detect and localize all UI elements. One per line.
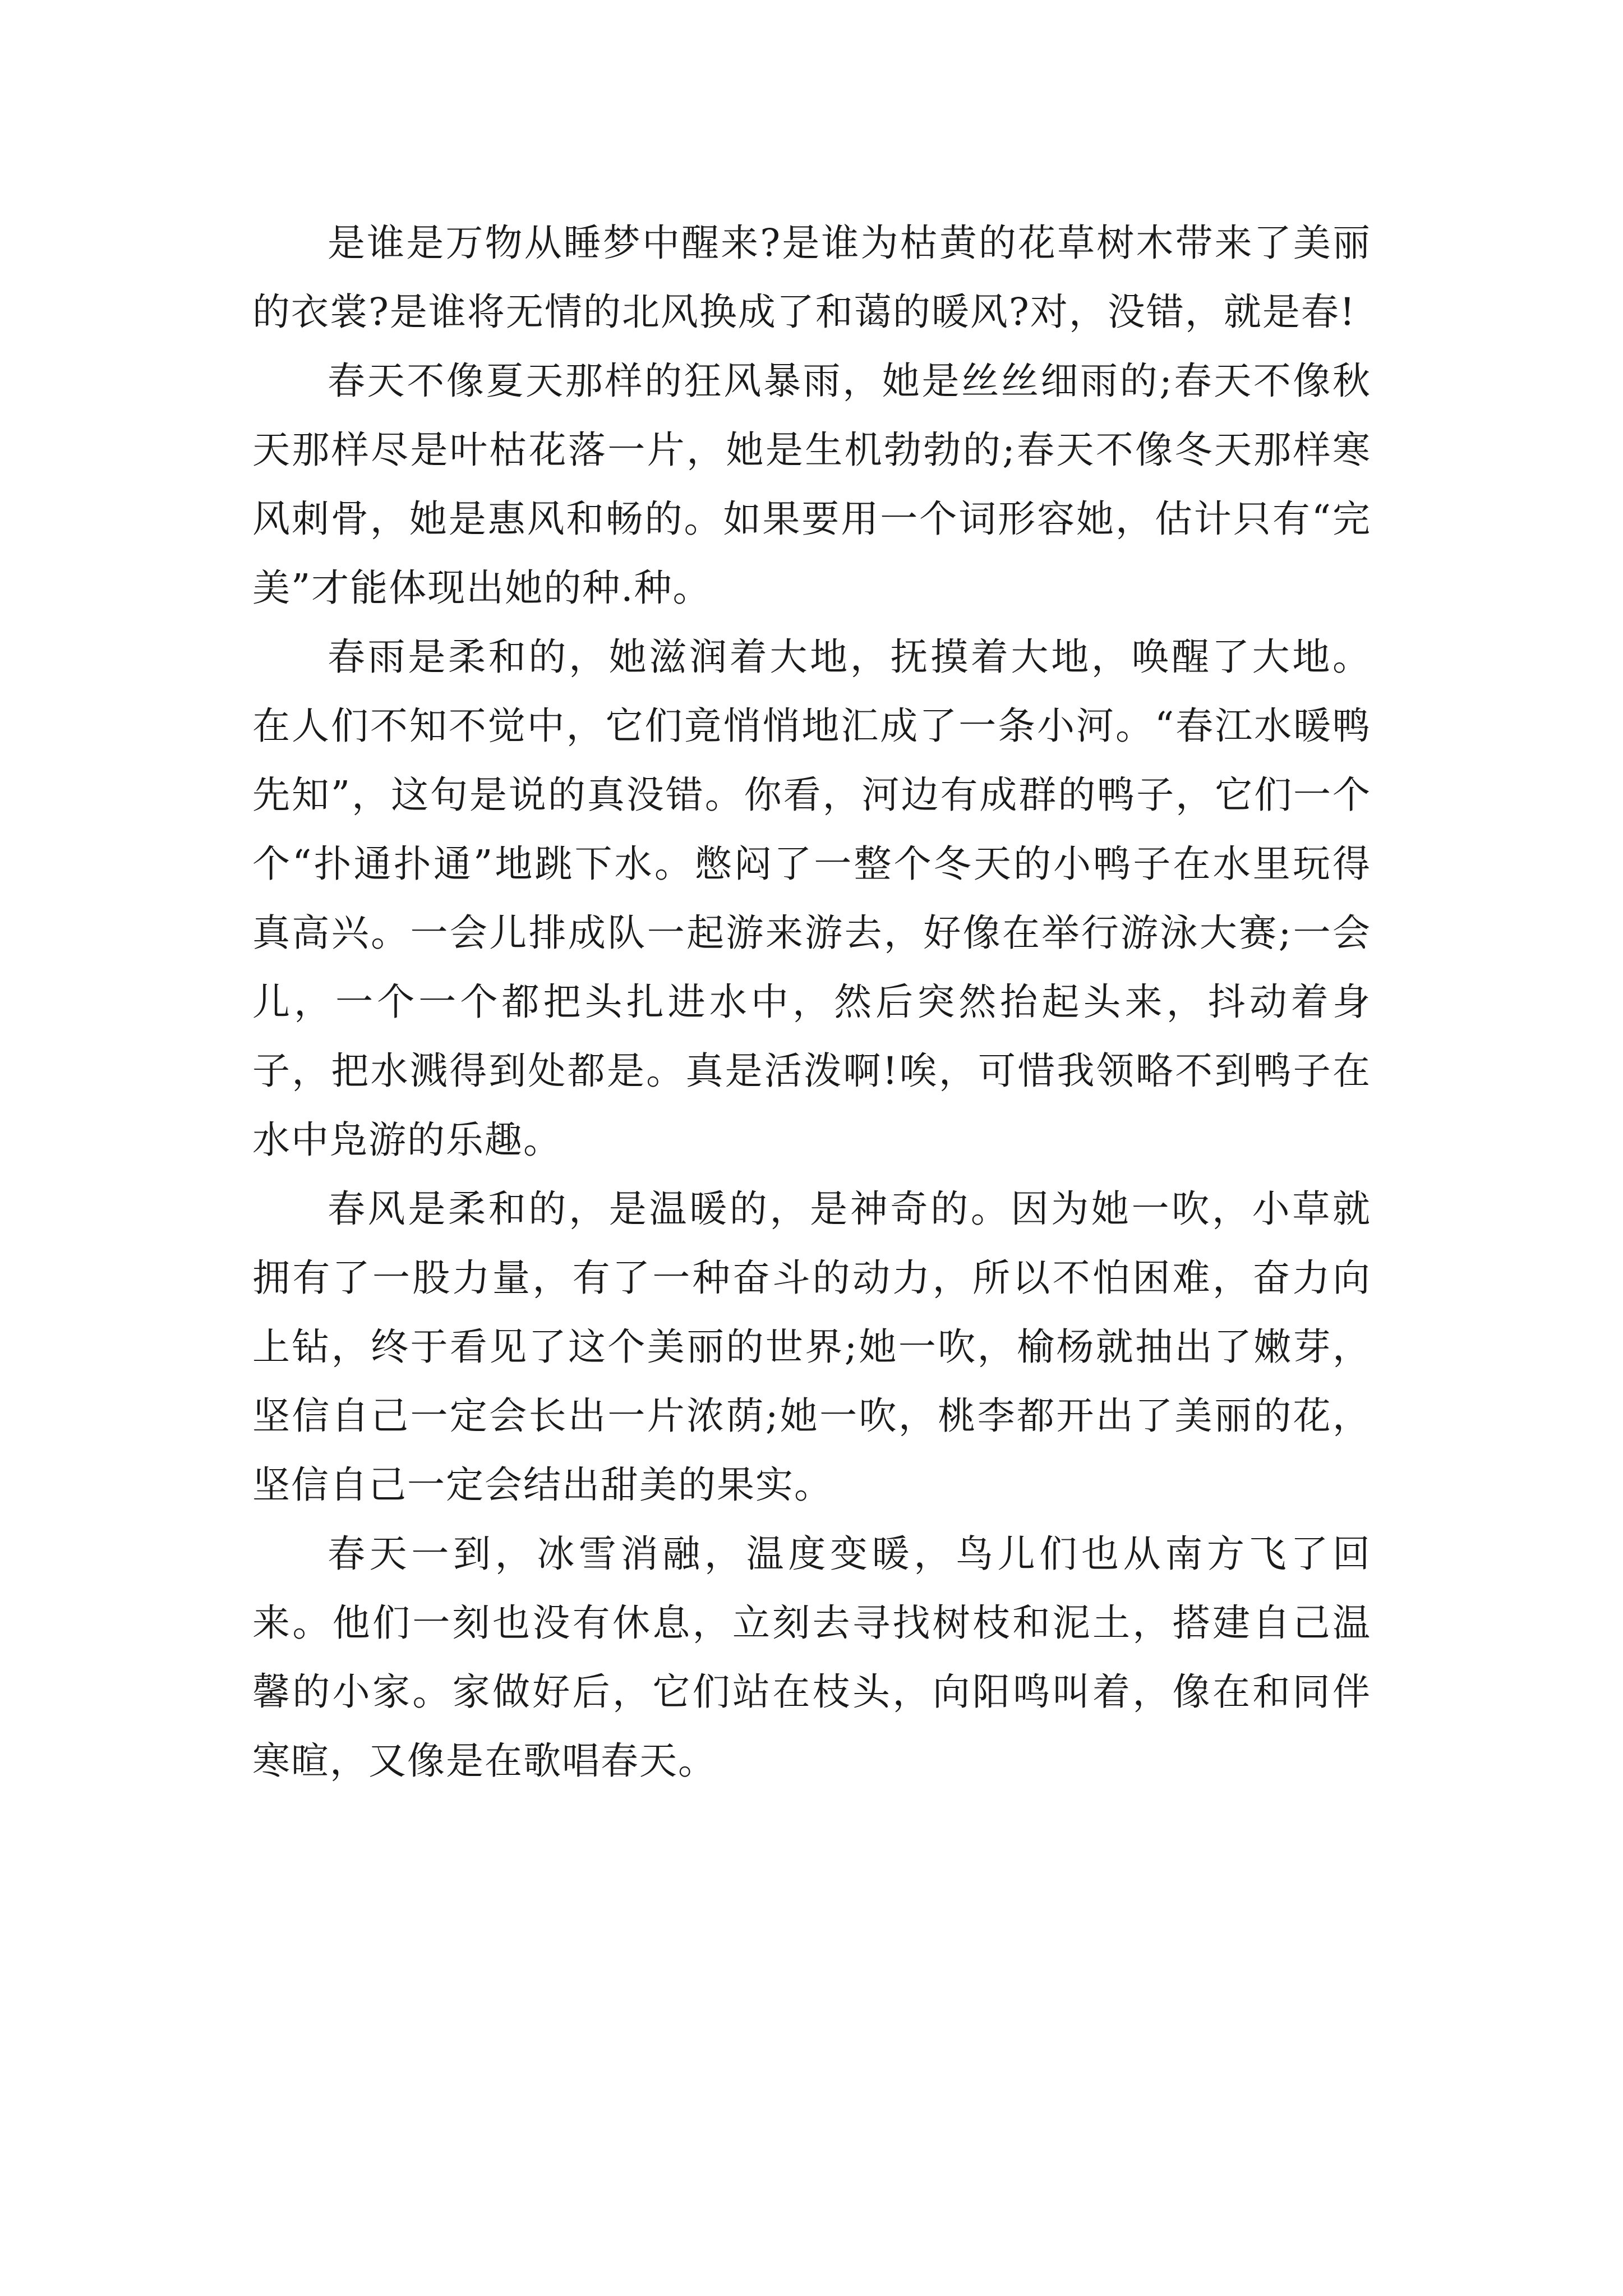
paragraph-2: 春天不像夏天那样的狂风暴雨，她是丝丝细雨的;春天不像秋天那样尽是叶枯花落一片，她是生机勃勃的;春天不像冬天那样寒风刺骨，她是惠风和畅的。如果要用一个词形容她，估计只有“完美”才能体现出她的种.种。 <box>252 359 1371 610</box>
paragraph-4: 春风是柔和的，是温暖的，是神奇的。因为她一吹，小草就拥有了一股力量，有了一种奋斗的动力，所以不怕困难，奋力向上钻，终于看见了这个美丽的世界;她一吹，榆杨就抽出了嫩芽，坚信自己一定会长出一片浓荫;她一吹，桃李都开出了美丽的花，坚信自己一定会结出甜美的果实。 <box>252 1187 1371 1507</box>
paragraph-5: 春天一到，冰雪消融，温度变暖，鸟儿们也从南方飞了回来。他们一刻也没有休息，立刻去寻找树枝和泥土，搭建自己温馨的小家。家做好后，它们站在枝头，向阳鸣叫着，像在和同伴寒暄，又像是在歌唱春天。 <box>252 1532 1371 1783</box>
article-body <box>252 209 1371 1796</box>
paragraph-3: 春雨是柔和的，她滋润着大地，抚摸着大地，唤醒了大地。在人们不知不觉中，它们竟悄悄地汇成了一条小河。“春江水暖鸭先知”，这句是说的真没错。你看，河边有成群的鸭子，它们一个个“扑通扑通”地跳下水。憋闷了一整个冬天的小鸭子在水里玩得真高兴。一会儿排成队一起游来游去，好像在举行游泳大赛;一会儿，一个一个都把头扎进水中，然后突然抬起头来，抖动着身子，把水溅得到处都是。真是活泼啊!唉，可惜我领略不到鸭子在水中凫游的乐趣。 <box>252 635 1371 1162</box>
paragraph-1: 是谁是万物从睡梦中醒来?是谁为枯黄的花草树木带来了美丽的衣裳?是谁将无情的北风换成了和蔼的暖风?对，没错，就是春! <box>252 221 1371 334</box>
